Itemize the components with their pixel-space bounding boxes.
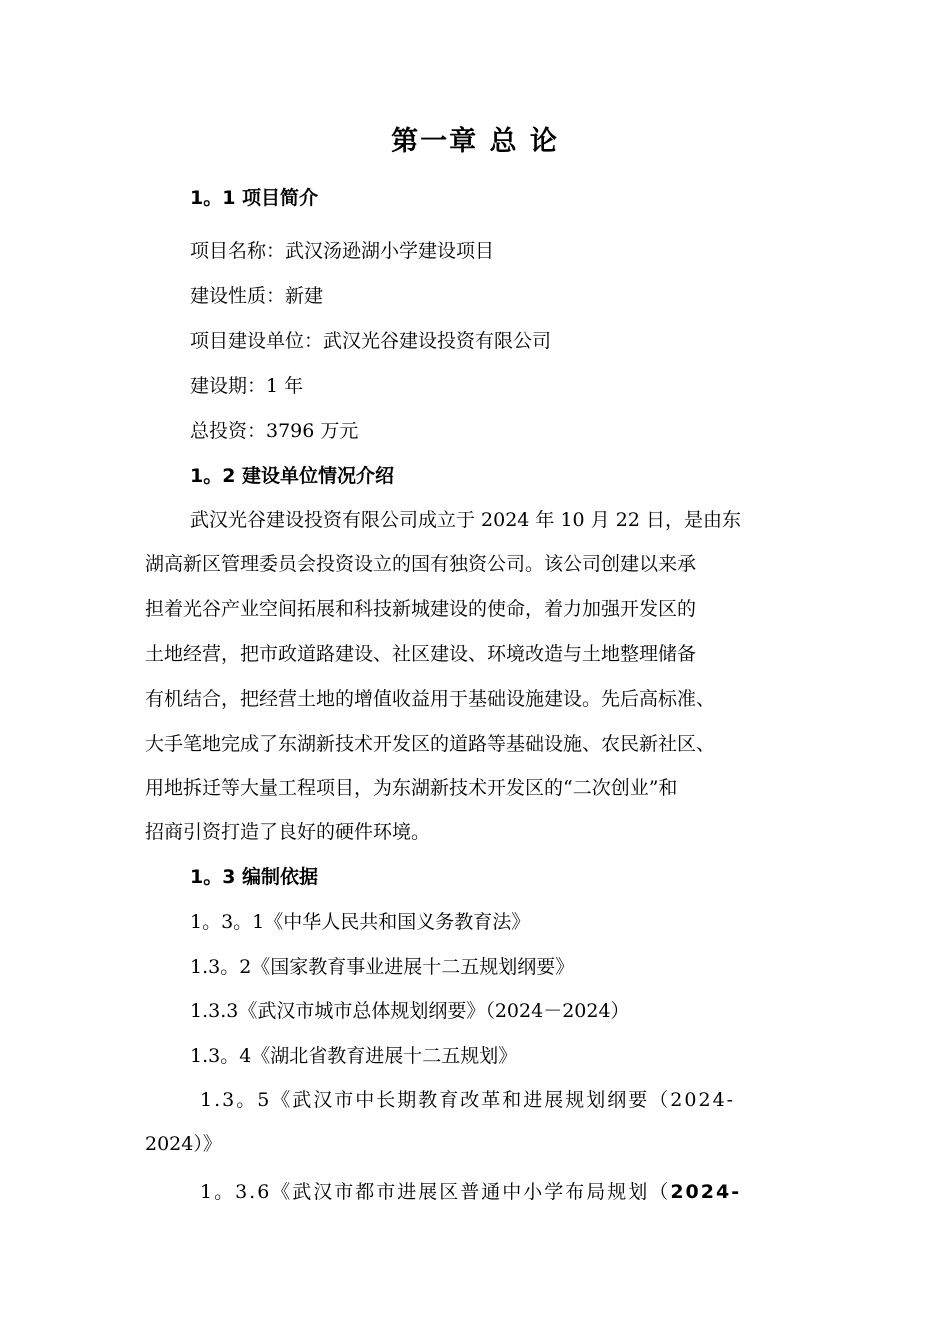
construction-nature: 建设性质：新建 <box>190 285 324 307</box>
reference-item <box>200 1177 741 1207</box>
reference-item: 1.3.3《武汉市城市总体规划纲要》（2024－2024） <box>190 1000 630 1022</box>
chapter-title: 第一章 总 论 <box>391 126 559 157</box>
paragraph-line: 担着光谷产业空间拓展和科技新城建设的使命，着力加强开发区的 <box>145 598 697 620</box>
section-heading-1-3: 1。3 编制依据 <box>190 866 319 888</box>
reference-item: 1.3。4《湖北省教育进展十二五规划》 <box>190 1045 518 1067</box>
construction-unit: 项目建设单位：武汉光谷建设投资有限公司 <box>190 330 552 352</box>
paragraph-line: 武汉光谷建设投资有限公司成立于 2024 年 10 月 22 日，是由东 <box>190 509 741 531</box>
paragraph-line: 湖高新区管理委员会投资设立的国有独资公司。该公司创建以来承 <box>145 553 697 575</box>
reference-item-text: 1。3.6《武汉市都市进展区普通中小学布局规划（ <box>200 1181 671 1203</box>
paragraph-line: 大手笔地完成了东湖新技术开发区的道路等基础设施、农民新社区、 <box>145 733 716 755</box>
section-heading-1-1: 1。1 项目简介 <box>190 187 319 209</box>
reference-item: 1.3。2《国家教育事业进展十二五规划纲要》 <box>190 956 575 978</box>
reference-item: 1。3。1《中华人民共和国义务教育法》 <box>190 911 531 933</box>
total-investment: 总投资：3796 万元 <box>190 420 359 442</box>
reference-item: 1.3。5《武汉市中长期教育改革和进展规划纲要（2024- <box>200 1089 736 1111</box>
section-heading-1-2: 1。2 建设单位情况介绍 <box>190 465 395 487</box>
project-name: 项目名称：武汉汤逊湖小学建设项目 <box>190 240 495 262</box>
reference-item-continuation: 2024）》 <box>145 1133 222 1155</box>
paragraph-line: 招商引资打造了良好的硬件环境。 <box>145 821 431 843</box>
paragraph-line: 有机结合，把经营土地的增值收益用于基础设施建设。先后高标准、 <box>145 688 716 710</box>
construction-period: 建设期：1 年 <box>190 375 304 397</box>
paragraph-line: 土地经营，把市政道路建设、社区建设、环境改造与土地整理储备 <box>145 643 697 665</box>
paragraph-line: 用地拆迁等大量工程项目，为东湖新技术开发区的“二次创业”和 <box>145 777 678 799</box>
reference-item-year: 2024- <box>670 1181 742 1203</box>
